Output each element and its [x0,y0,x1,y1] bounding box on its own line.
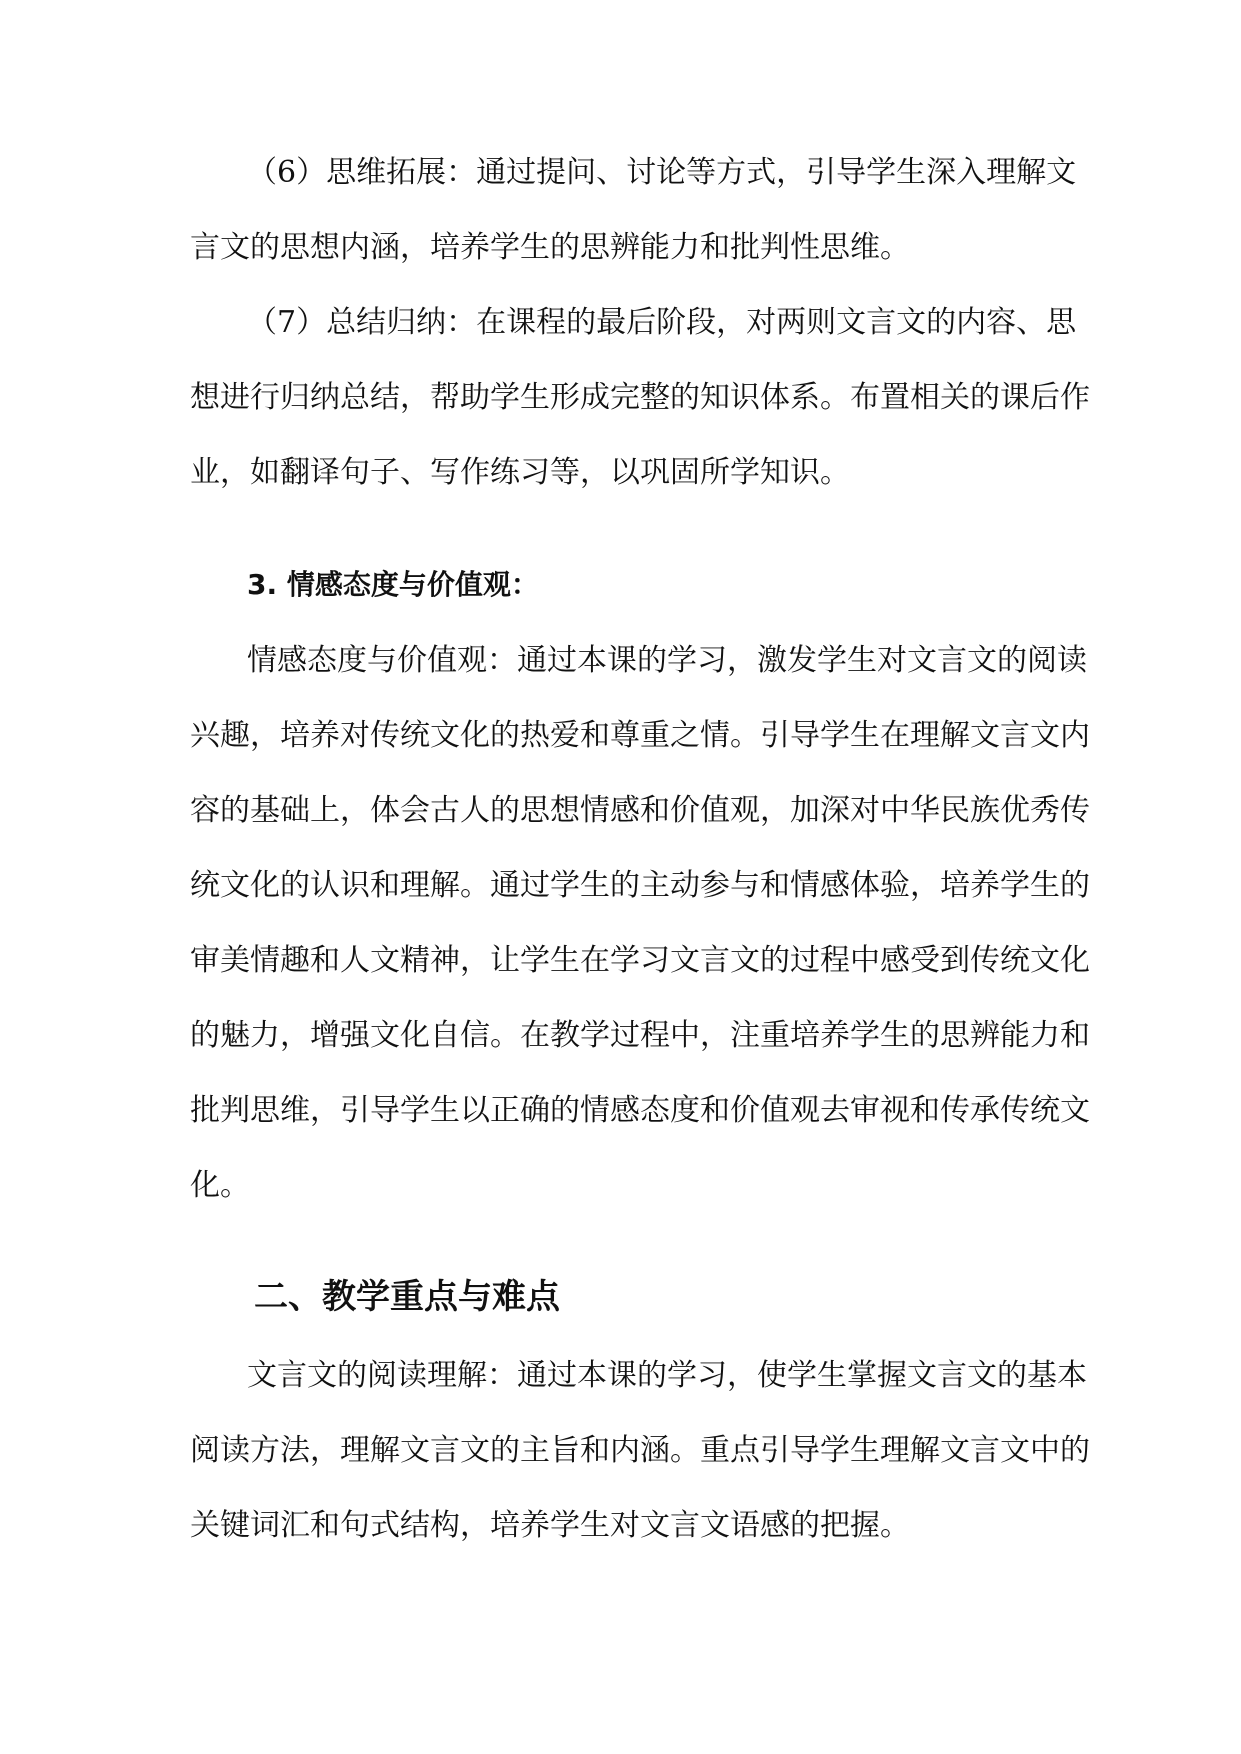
paragraph-line: 情感态度与价值观：通过本课的学习，激发学生对文言文的阅读 [247,643,1087,678]
paragraph-line: （7）总结归纳：在课程的最后阶段，对两则文言文的内容、思 [247,305,1077,340]
paragraph-line: 审美情趣和人文精神，让学生在学习文言文的过程中感受到传统文化 [190,943,1090,978]
subsection-heading: 3. 情感态度与价值观： [247,568,539,601]
paragraph-line: 文言文的阅读理解：通过本课的学习，使学生掌握文言文的基本 [247,1358,1087,1393]
paragraph-line: 统文化的认识和理解。通过学生的主动参与和情感体验，培养学生的 [190,868,1090,903]
paragraph-line: （6）思维拓展：通过提问、讨论等方式，引导学生深入理解文 [247,155,1077,190]
section-heading: 二、教学重点与难点 [254,1277,560,1317]
paragraph-line: 批判思维，引导学生以正确的情感态度和价值观去审视和传承传统文 [190,1093,1090,1128]
paragraph-line: 化。 [190,1168,250,1203]
paragraph-line: 兴趣，培养对传统文化的热爱和尊重之情。引导学生在理解文言文内 [190,718,1090,753]
paragraph-line: 容的基础上，体会古人的思想情感和价值观，加深对中华民族优秀传 [190,793,1090,828]
paragraph-line: 言文的思想内涵，培养学生的思辨能力和批判性思维。 [190,230,910,265]
paragraph-line: 关键词汇和句式结构，培养学生对文言文语感的把握。 [190,1508,910,1543]
paragraph-line: 阅读方法，理解文言文的主旨和内涵。重点引导学生理解文言文中的 [190,1433,1090,1468]
paragraph-line: 业，如翻译句子、写作练习等，以巩固所学知识。 [190,455,850,490]
paragraph-line: 想进行归纳总结，帮助学生形成完整的知识体系。布置相关的课后作 [190,380,1090,415]
paragraph-line: 的魅力，增强文化自信。在教学过程中，注重培养学生的思辨能力和 [190,1018,1090,1053]
